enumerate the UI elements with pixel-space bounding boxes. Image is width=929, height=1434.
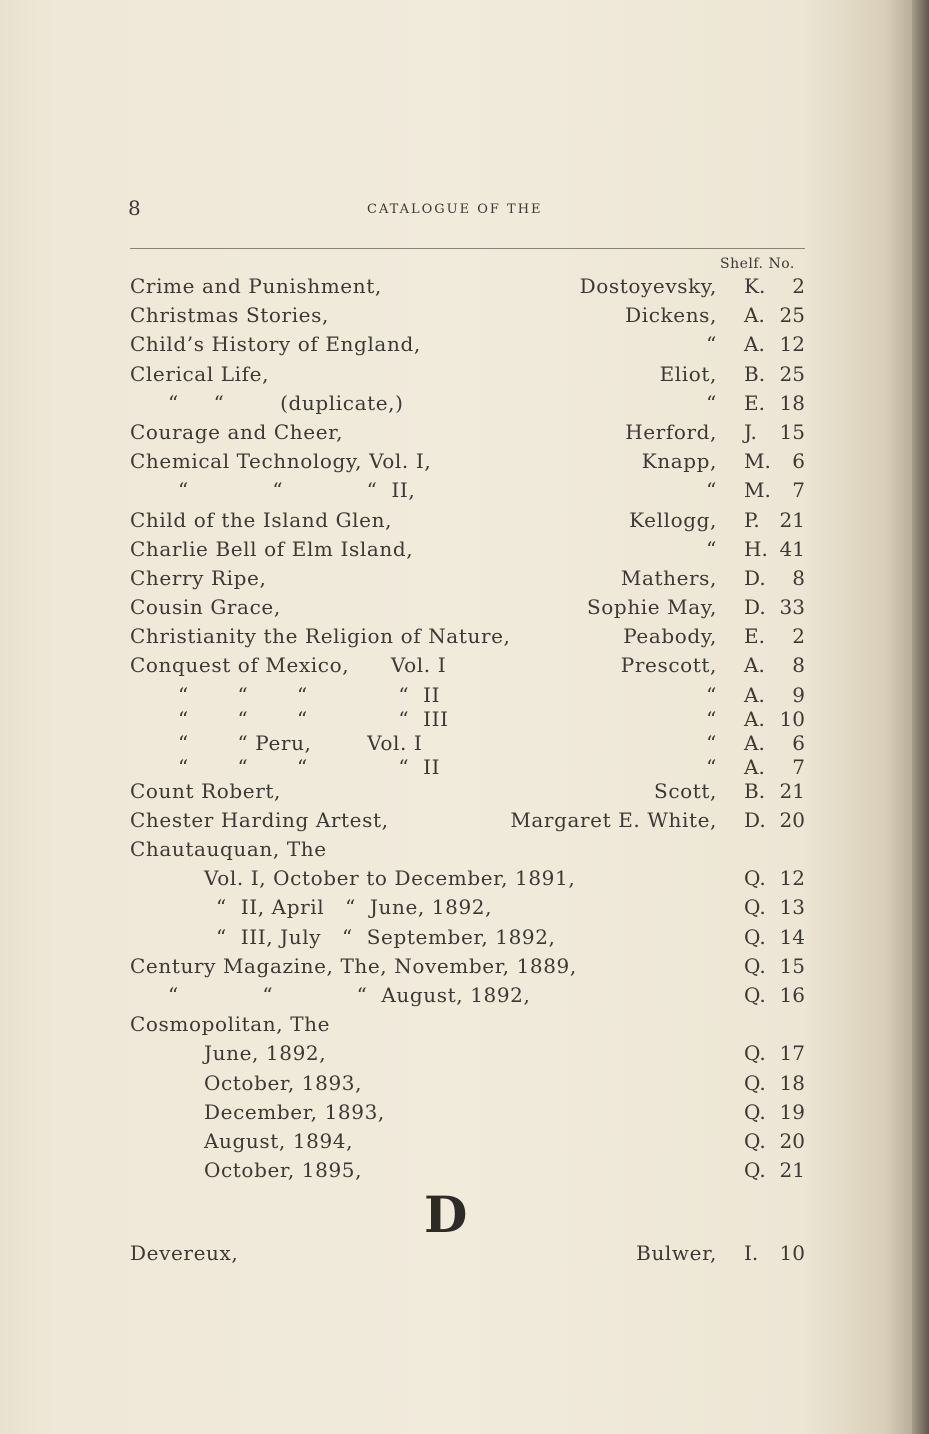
entry-shelf-letter: D. xyxy=(744,595,766,620)
catalogue-entry xyxy=(0,981,912,1010)
entry-author: “ xyxy=(706,332,717,357)
entry-shelf-letter: A. xyxy=(744,706,765,731)
page-edge-shadow xyxy=(912,0,929,1434)
entry-shelf-number: 9 xyxy=(792,682,805,707)
entry-author: Mathers, xyxy=(620,565,717,590)
catalogue-entry xyxy=(0,806,912,835)
entry-shelf-letter: Q. xyxy=(744,1099,766,1124)
entry-title: December, 1893, xyxy=(204,1099,385,1124)
catalogue-entry xyxy=(0,893,912,922)
entry-author: Kellogg, xyxy=(629,507,717,532)
catalogue-entry xyxy=(0,777,912,806)
entry-author: Eliot, xyxy=(659,361,717,386)
catalogue-entry xyxy=(0,447,912,476)
section-heading-letter: D xyxy=(424,1185,468,1244)
catalogue-entry xyxy=(0,389,912,418)
entry-title: “ “ (duplicate,) xyxy=(168,390,404,415)
entry-shelf-letter: E. xyxy=(744,390,765,415)
catalogue-entry xyxy=(0,681,912,705)
entry-shelf-letter: B. xyxy=(744,778,766,803)
catalogue-entry xyxy=(0,593,912,622)
entry-title: “ III, July “ September, 1892, xyxy=(216,924,556,949)
entry-author: “ xyxy=(706,536,717,561)
catalogue-entry xyxy=(0,301,912,330)
entry-shelf-letter: A. xyxy=(744,754,765,779)
entry-shelf-number: 18 xyxy=(779,1070,805,1095)
catalogue-entry xyxy=(0,1238,912,1268)
entry-title: “ “ “ “ III xyxy=(178,706,449,731)
entry-title: Conquest of Mexico, Vol. I xyxy=(130,653,447,678)
entry-shelf-letter: D. xyxy=(744,565,766,590)
entry-author: Dostoyevsky, xyxy=(579,274,717,298)
entry-author: Bulwer, xyxy=(636,1241,717,1265)
entry-shelf-letter: Q. xyxy=(744,982,766,1007)
entry-shelf-number: 7 xyxy=(792,754,805,779)
entry-shelf-number: 19 xyxy=(779,1099,805,1124)
entry-shelf-number: 13 xyxy=(779,895,805,920)
entry-author: Sophie May, xyxy=(586,595,717,620)
catalogue-entry xyxy=(0,952,912,981)
entry-author: Peabody, xyxy=(623,624,717,649)
catalogue-entry xyxy=(0,564,912,593)
entry-author: Knapp, xyxy=(641,449,717,474)
catalogue-entry xyxy=(0,753,912,777)
entry-shelf-letter: P. xyxy=(744,507,760,532)
entry-shelf-number: 16 xyxy=(779,982,805,1007)
entry-shelf-letter: M. xyxy=(744,449,771,474)
entry-title: “ “ Peru, Vol. I xyxy=(178,730,423,755)
entry-shelf-letter: A. xyxy=(744,332,765,357)
entry-shelf-letter: I. xyxy=(744,1241,759,1265)
running-title: CATALOGUE OF THE xyxy=(367,202,543,217)
entry-author: Herford, xyxy=(625,419,717,444)
entry-shelf-number: 41 xyxy=(779,536,805,561)
entry-author: Margaret E. White, xyxy=(510,807,717,832)
entry-shelf-number: 2 xyxy=(792,624,805,649)
entry-author: Prescott, xyxy=(620,653,717,678)
catalogue-entry xyxy=(0,1010,912,1039)
entry-shelf-number: 12 xyxy=(779,332,805,357)
entry-shelf-letter: Q. xyxy=(744,895,766,920)
catalogue-entry xyxy=(0,476,912,505)
entry-author: Scott, xyxy=(654,778,717,803)
entry-shelf-number: 25 xyxy=(779,361,805,386)
entry-title: June, 1892, xyxy=(204,1041,327,1066)
entry-shelf-letter: Q. xyxy=(744,1158,766,1183)
entry-shelf-number: 20 xyxy=(779,807,805,832)
entry-shelf-number: 14 xyxy=(779,924,805,949)
entry-author: “ xyxy=(706,478,717,503)
entry-shelf-letter: Q. xyxy=(744,953,766,978)
entry-shelf-letter: H. xyxy=(744,536,768,561)
entry-shelf-letter: J. xyxy=(744,419,757,444)
entry-title: “ “ “ “ II xyxy=(178,682,441,707)
entry-title: Christmas Stories, xyxy=(130,303,329,328)
entry-shelf-letter: A. xyxy=(744,682,765,707)
entry-title: Chemical Technology, Vol. I, xyxy=(130,449,432,474)
page-number: 8 xyxy=(128,196,141,220)
catalogue-entry xyxy=(0,1069,912,1098)
entry-shelf-letter: Q. xyxy=(744,866,766,891)
entry-title: Courage and Cheer, xyxy=(130,419,344,444)
entry-title: Century Magazine, The, November, 1889, xyxy=(130,953,577,978)
catalogue-entry xyxy=(0,622,912,651)
entry-title: August, 1894, xyxy=(204,1128,354,1153)
entry-title: October, 1895, xyxy=(204,1158,363,1183)
entry-author: “ xyxy=(706,682,717,707)
catalogue-entry xyxy=(0,1039,912,1068)
entry-title: Cousin Grace, xyxy=(130,595,281,620)
entry-author: “ xyxy=(706,754,717,779)
entry-shelf-letter: B. xyxy=(744,361,766,386)
entry-title: Charlie Bell of Elm Island, xyxy=(130,536,414,561)
entry-shelf-number: 21 xyxy=(779,507,805,532)
entry-title: Cherry Ripe, xyxy=(130,565,267,590)
entry-title: “ II, April “ June, 1892, xyxy=(216,895,493,920)
catalogue-entry xyxy=(0,330,912,359)
entry-author: “ xyxy=(706,730,717,755)
catalogue-entry xyxy=(0,272,912,301)
entry-shelf-number: 6 xyxy=(792,449,805,474)
catalogue-entry xyxy=(0,1156,912,1185)
entry-title: Clerical Life, xyxy=(130,361,270,386)
entry-title: Devereux, xyxy=(130,1241,239,1265)
entry-shelf-letter: A. xyxy=(744,653,765,678)
page-header xyxy=(0,196,912,226)
catalogue-entry xyxy=(0,923,912,952)
entry-shelf-letter: A. xyxy=(744,303,765,328)
catalogue-entry xyxy=(0,360,912,389)
catalogue-entry xyxy=(0,506,912,535)
entry-author: “ xyxy=(706,390,717,415)
catalogue-entry xyxy=(0,651,912,680)
entry-shelf-number: 15 xyxy=(779,419,805,444)
catalogue-entry xyxy=(0,864,912,893)
entry-title: “ “ “ “ II xyxy=(178,754,441,779)
entry-shelf-letter: K. xyxy=(744,274,766,298)
entry-shelf-number: 20 xyxy=(779,1128,805,1153)
entry-shelf-letter: Q. xyxy=(744,924,766,949)
catalogue-entry xyxy=(0,729,912,753)
catalogue-entry xyxy=(0,418,912,447)
entry-shelf-number: 10 xyxy=(779,1241,805,1265)
entry-title: Child’s History of England, xyxy=(130,332,421,357)
entry-shelf-number: 21 xyxy=(779,1158,805,1183)
entry-shelf-number: 18 xyxy=(779,390,805,415)
entry-title: “ “ “ August, 1892, xyxy=(168,982,531,1007)
catalogue-entry xyxy=(0,1127,912,1156)
entry-author: “ xyxy=(706,706,717,731)
entry-shelf-letter: M. xyxy=(744,478,771,503)
entry-title: Crime and Punishment, xyxy=(130,274,382,298)
entry-shelf-letter: E. xyxy=(744,624,765,649)
entry-title: Count Robert, xyxy=(130,778,281,803)
entry-shelf-number: 10 xyxy=(779,706,805,731)
entry-shelf-letter: Q. xyxy=(744,1041,766,1066)
entry-title: “ “ “ II, xyxy=(178,478,416,503)
entry-shelf-letter: Q. xyxy=(744,1070,766,1095)
header-rule xyxy=(130,248,805,249)
entry-title: Child of the Island Glen, xyxy=(130,507,393,532)
entry-shelf-letter: A. xyxy=(744,730,765,755)
entry-shelf-number: 8 xyxy=(792,653,805,678)
entry-shelf-number: 33 xyxy=(779,595,805,620)
entry-shelf-number: 8 xyxy=(792,565,805,590)
entry-shelf-letter: D. xyxy=(744,807,766,832)
entry-shelf-number: 15 xyxy=(779,953,805,978)
catalogue-entry xyxy=(0,1098,912,1127)
entry-title: Vol. I, October to December, 1891, xyxy=(204,866,576,891)
entry-title: Chester Harding Artest, xyxy=(130,807,389,832)
entry-shelf-number: 6 xyxy=(792,730,805,755)
catalogue-entry xyxy=(0,835,912,864)
entry-shelf-number: 2 xyxy=(792,274,805,298)
entry-author: Dickens, xyxy=(625,303,717,328)
entry-shelf-number: 25 xyxy=(779,303,805,328)
entry-shelf-number: 7 xyxy=(792,478,805,503)
entry-shelf-number: 21 xyxy=(779,778,805,803)
entry-title: October, 1893, xyxy=(204,1070,363,1095)
entry-title: Christianity the Religion of Nature, xyxy=(130,624,511,649)
catalogue-entry xyxy=(0,535,912,564)
catalogue-entries xyxy=(0,272,912,1185)
catalogue-entry xyxy=(0,705,912,729)
entry-title: Cosmopolitan, The xyxy=(130,1012,331,1037)
shelf-number-heading: Shelf. No. xyxy=(720,256,795,272)
entry-shelf-number: 12 xyxy=(779,866,805,891)
entry-shelf-letter: Q. xyxy=(744,1128,766,1153)
entry-shelf-number: 17 xyxy=(779,1041,805,1066)
entry-title: Chautauquan, The xyxy=(130,837,327,861)
